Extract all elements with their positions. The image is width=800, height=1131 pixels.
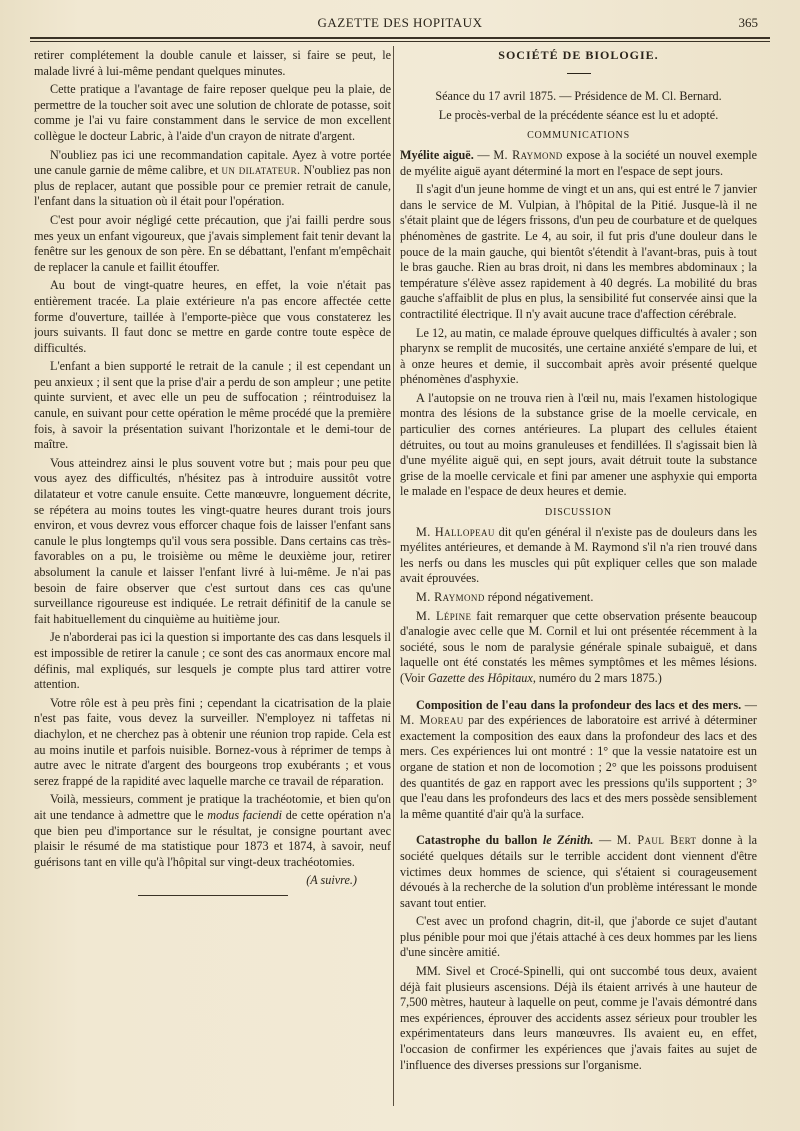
emphasis-small-caps: un dilatateur. <box>221 163 301 178</box>
text-run: N'oubliez pas ici une recommandation capitale. Ayez à votre portée une canule garnie de même calibre, et <box>34 147 391 178</box>
journal-title: GAZETTE DES HOPITAUX <box>317 15 483 30</box>
paragraph: A l'autopsie on ne trouva rien à l'œil nu, mais l'examen histologique montra des lésions de la substance grise de la moelle cervicale, en particulier des cornes antérieures. La plupart des cellules étaient détruites, ou tout au moins granuleuses et fendillées. Il s'agissait bien là d'une myélite aiguë qui, en sept jours, avait détruit toute la substance grise de la moelle cervicale et fini par amener une asphyxie qui emporta le malade en l'espace de deux heures et demie. <box>400 390 757 499</box>
paragraph: Myélite aiguë. — M. Raymond expose à la société un nouvel exemple de myélite aiguë ayant déterminé la mort en l'espace de sept jours. <box>400 147 757 178</box>
text-run: Voilà, messieurs, comment je pratique la trachéotomie, et bien qu'on ait une tendance à admettre que le <box>34 792 391 822</box>
text-run: répond négativement. <box>484 590 594 604</box>
article-title <box>416 833 593 847</box>
paragraph: Composition de l'eau dans la profondeur des lacs et des mers. — M. Moreau par des expériences de laboratoire est arrivé à déterminer exactement la composition des eaux dans la profondeur des lacs et des mers. Ces expériences lui ont montré : 1° que la vessie natatoire est un organe de station et non de locomotion ; 2° que les poissons produisent des quantités de gaz en rapport avec les pressions qu'ils supportent ; 3° que l'eau dans les profondeurs des lacs et des mers possède sensiblement la même quantité d'air qu'à la surface. <box>400 697 757 821</box>
author-name: M. Paul Bert <box>616 833 697 848</box>
text-run: dit qu'en général il n'existe pas de douleurs dans les myélites antérieures, et demande à M. Raymond s'il n'a rien trouvé dans les nerfs ou dans les muscles qui pût expliquer celles que son malade avait éprouvées. <box>400 524 757 586</box>
author-name: M. Raymond <box>493 147 563 162</box>
paragraph: Vous atteindrez ainsi le plus souvent votre but ; mais pour peu que vous ayez des difficultés, n'hésitez pas à introduire aussitôt votre dilatateur et votre canule ensuite. Cette manœuvre, longuement décrite, se répétera au moins toutes les vingt-quatre heures durant trois jours environ, et vous devrez vous efforcer chaque fois de laisser l'enfant sans canule le plus longtemps qu'il vous sera possible. Dans certains cas très-favorables on a pu, le troisième ou même le deuxième jour, retirer absolument la canule et laisser l'enfant livré à lui-même. Je n'ai pas besoin de faire observer que c'est surtout dans ces cas qu'une surveillance rigoureuse est indiquée. Le retrait définitif de la canule se fait habituellement du cinquième au huitième jour. <box>34 455 391 626</box>
author-name: M. Lépine <box>416 608 472 623</box>
paragraph: MM. Sivel et Crocé-Spinelli, qui ont succombé tous deux, avaient déjà fait plusieurs ascensions. Déjà ils étaient arrivés à une hauteur de 7,500 mètres, hauteur à laquelle on peut, comme je l'avais démontré dans mes expériences, éprouver des accidents assez sérieux pour troubler les expérimentateurs dans leurs manœuvres. Ils avaient eu, en effet, l'occasion de confirmer les expériences que j'avais faites au sujet de l'influence des diverses pressions sur l'organisme. <box>400 964 757 1072</box>
text-run: N'oubliez pas non plus de replacer, autant que possible pour ce premier retrait de canule, l'enfant dans la situation où il était pour l'opération. <box>34 163 391 209</box>
text-run: fait remarquer que cette observation présente beaucoup d'analogie avec celle que M. Cornil et lui ont présentée récemment à la société, sous le nom de paralysie générale spinale subaiguë, et dans laquelle ont été constatés les mêmes symptômes et les mêmes lésions. (Voir <box>400 608 757 685</box>
paragraph <box>400 609 757 687</box>
text-run: donne à la société quelques détails sur le terrible accident dont viennent d'être victimes deux hommes de science, qui s'étaient si courageusement dévoués à la recherche de la solution d'un problème intéressant le monde savant tout entier. <box>400 833 757 910</box>
to-be-continued: (A suivre.) <box>306 873 357 888</box>
discussion-heading: DISCUSSION <box>545 507 612 519</box>
text-run: expose à la société un nouvel exemple de myélite aiguë ayant déterminé la mort en l'espace de sept jours. <box>400 147 757 178</box>
paragraph <box>400 525 757 587</box>
title-dash <box>400 66 757 82</box>
paragraph: Il s'agit d'un jeune homme de vingt et un ans, qui est entré le 7 janvier dans le service de M. Vulpian, à l'hôpital de la Pitié. Jusque-là il ne s'était plaint que de légers frissons, d'un peu de courbature et de quelques phénomènes de gastrite. Le 4, au soir, il fut pris d'une douleur dans le pouce de la main gauche, qui bientôt s'étendit à l'avant-bras, puis à tout le bras gauche. Rien au bras droit, ni dans les membres abdominaux ; la température s'élève assez rapidement à 40 degrés. La mobilité du bras gauche s'affaiblit de plus en plus, la sensibilité fut conservée ainsi que la contractilité électrique. Il n'y avait aucune trace d'affection cérébrale. <box>400 182 757 321</box>
section-title: SOCIÉTÉ DE BIOLOGIE. <box>498 48 659 62</box>
author-name: M. Raymond <box>416 590 485 604</box>
minutes-line: Le procès-verbal de la précédente séance est lu et adopté. <box>438 107 719 122</box>
author-name: M. Hallopeau <box>416 524 495 539</box>
text-run: , numéro du 2 mars 1875.) <box>532 670 662 685</box>
italic-term: modus faciendi <box>207 807 283 822</box>
article-title: Myélite aiguë. <box>400 147 474 162</box>
paragraph: L'enfant a bien supporté le retrait de la canule ; il est cependant un peu anxieux ; il sent que la prise d'air a perdu de son ampleur ; une petite quinte survient, et avec elle un peu de suffocation ; réintroduisez la canule, en suivant pour cette opération le même procédé que la première fois, à savoir la présentation suivant l'horizontale et le demi-tour de maître. <box>34 359 391 452</box>
session-text: Séance du 17 avril 1875. — Présidence de M. Cl. Bernard. <box>435 89 722 104</box>
paragraph: Votre rôle est à peu près fini ; cependant la cicatrisation de la plaie n'est pas faite, vous devez la surveiller. N'employez ni taffetas ni diachylon, et ne cherchez pas à obtenir une réunion trop rapide. Cela est au moins inutile et parfois nuisible. Bornez-vous à réprimer de temps à autre avec le nitrate d'argent des bourgeons trop exubérants ; et vous serez frappé de la rapidité avec laquelle marche ce travail de réparation. <box>34 695 391 788</box>
page-header <box>30 12 770 36</box>
communications-heading: COMMUNICATIONS <box>527 130 630 142</box>
italic-term: le Zénith. <box>542 833 594 848</box>
article-title: Composition de l'eau dans la profondeur des lacs et des mers. <box>416 697 742 712</box>
paragraph: Cette pratique a l'avantage de faire reposer quelque peu la plaie, de permettre de la toucher soit avec une solution de chlorate de potasse, soit comme je l'ai vu faire constamment dans le service de mon excellent collègue le docteur Labric, à l'aide d'un crayon de nitrate d'argent. <box>34 82 391 143</box>
text-run: par des expériences de laboratoire est arrivé à déterminer exactement la composition des eaux dans la profondeur des lacs et des mers. Ces expériences lui ont montré : 1° que la vessie natatoire est un organe de station et non de locomotion ; 2° que les poissons produisent des quantités de gaz en rapport avec les pressions qu'ils supportent ; 3° que l'eau dans les profondeurs des lacs et des mers possède sensiblement la même quantité d'air qu'à la surface. <box>400 713 757 821</box>
text-run: Catastrophe du ballon <box>416 833 543 848</box>
header-rule-thin <box>30 41 770 42</box>
page-number: 365 <box>738 15 758 30</box>
paragraph: C'est avec un profond chagrin, dit-il, que j'aborde ce sujet d'autant plus pénible pour moi que j'étais attaché à ces deux hommes par les liens d'une sincère amitié. <box>400 914 757 960</box>
left-column <box>34 48 391 1103</box>
session-line <box>400 89 757 105</box>
header-rule <box>30 37 770 39</box>
text-run: de cette opération n'a que bien peu d'importance sur le résultat, je consigne pourtant avec plaisir le résumé de ma statistique pour 1873 et 1874, à savoir, neuf guérisons tant en ville qu'à l'hôpital sur vingt-deux trachéotomies. <box>34 807 391 869</box>
paragraph: retirer complétement la double canule et laisser, si faire se peut, le malade livré à lui-même pendant quelques minutes. <box>34 48 391 78</box>
paragraph: Catastrophe du ballon le Zénith. — M. Paul Bert donne à la société quelques détails sur le terrible accident dont viennent d'être victimes deux hommes de science, qui s'étaient si courageusement dévoués à la recherche de la solution d'un problème intéressant le monde savant tout entier. <box>400 833 757 910</box>
paragraph: Au bout de vingt-quatre heures, en effet, la voie n'était pas entièrement tracée. La plaie extérieure n'a pas encore affectée cette forme d'ouverture, taillée à l'emporte-pièce que vous constaterez les jours suivants. Il faut donc se mettre en garde contre toute espèce de difficultés. <box>34 278 391 355</box>
paragraph <box>34 792 391 870</box>
italic-term: Gazette des Hôpitaux <box>427 670 533 685</box>
paragraph <box>34 148 391 210</box>
paragraph: Le 12, au matin, ce malade éprouve quelques difficultés à avaler ; son pharynx se remplit de mucosités, une certaine anxiété s'empare de lui, et à onze heures et demie, il succombait après avoir présenté quelque phénomènes d'asphyxie. <box>400 325 757 387</box>
end-rule <box>138 895 288 896</box>
right-column <box>400 48 757 1103</box>
author-name: M. Moreau <box>400 713 464 728</box>
paragraph <box>400 590 757 606</box>
column-divider <box>393 46 394 1106</box>
paragraph: Je n'aborderai pas ici la question si importante des cas dans lesquels il est impossible de retirer la canule ; ce sont des cas anormaux encore mal définis, mal expliqués, sur lesquels je compte plus tard attirer votre attention. <box>34 630 391 692</box>
paragraph: C'est pour avoir négligé cette précaution, que j'ai failli perdre sous mes yeux un enfant vigoureux, que j'avais simplement fait tenir devant la fenêtre sur les genoux de son père. En se débattant, l'enfant m'empêchait de replacer la canule et faillit étouffer. <box>34 212 391 274</box>
